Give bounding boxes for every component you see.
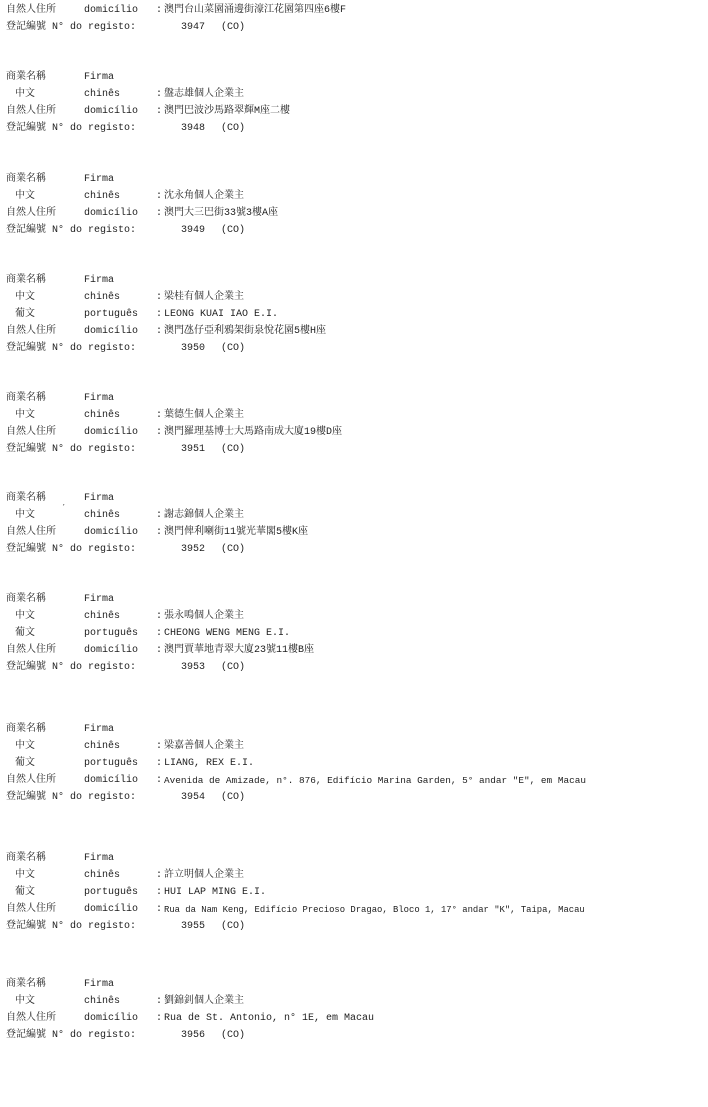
chines-row bbox=[6, 408, 244, 424]
domicilio-row bbox=[6, 104, 291, 120]
domicilio-label-zh: 自然人住所 bbox=[6, 1013, 56, 1024]
registo-number: 3949 bbox=[181, 225, 206, 236]
registo-label: 登記編號 N° do registo: bbox=[6, 921, 137, 932]
colon: : bbox=[156, 870, 163, 881]
chines-label-zh: 中文 bbox=[15, 741, 35, 752]
firma-header-row bbox=[6, 273, 115, 289]
firma-label-pt: Firma bbox=[84, 174, 115, 185]
chines-value: 謝志錦個人企業主 bbox=[164, 510, 244, 521]
registo-row bbox=[6, 121, 246, 137]
domicilio-label-pt: domicílio bbox=[84, 427, 139, 438]
firma-label-pt: Firma bbox=[84, 393, 115, 404]
chines-label-pt: chinês bbox=[84, 996, 121, 1007]
firma-label-zh: 商業名稱 bbox=[6, 853, 46, 864]
firma-label-pt: Firma bbox=[84, 72, 115, 83]
colon: : bbox=[156, 758, 163, 769]
portugues-label-zh: 葡文 bbox=[15, 309, 35, 320]
domicilio-row bbox=[6, 425, 343, 441]
colon: : bbox=[156, 996, 163, 1007]
stray-mark: ˊ bbox=[61, 504, 67, 514]
domicilio-value: Avenida de Amizade, n°. 876, Edifício Marina Garden, 5° andar "E", em Macau bbox=[164, 775, 586, 786]
domicilio-label-pt: domicílio bbox=[84, 326, 139, 337]
registo-label: 登記編號 N° do registo: bbox=[6, 662, 137, 673]
chines-label-zh: 中文 bbox=[15, 89, 35, 100]
firma-header-row bbox=[6, 977, 115, 993]
colon: : bbox=[156, 887, 163, 898]
entry-3947-registo-row bbox=[6, 20, 246, 36]
domicilio-row bbox=[6, 206, 279, 222]
portugues-value: CHEONG WENG MENG E.I. bbox=[164, 628, 291, 639]
registo-co: (CO) bbox=[221, 343, 246, 354]
domicilio-label-pt: domicílio bbox=[84, 5, 139, 16]
registo-number: 3948 bbox=[181, 123, 206, 134]
portugues-label-zh: 葡文 bbox=[15, 758, 35, 769]
registo-co: (CO) bbox=[221, 544, 246, 555]
firma-label-pt: Firma bbox=[84, 275, 115, 286]
domicilio-label-zh: 自然人住所 bbox=[6, 5, 56, 16]
portugues-label-zh: 葡文 bbox=[15, 628, 35, 639]
firma-label-pt: Firma bbox=[84, 493, 115, 504]
domicilio-value: 澳門羅理基博士大馬路南成大廈19樓D座 bbox=[164, 427, 343, 438]
colon: : bbox=[156, 741, 163, 752]
registo-co: (CO) bbox=[221, 444, 246, 455]
firma-label-zh: 商業名稱 bbox=[6, 72, 46, 83]
registo-row bbox=[6, 919, 246, 935]
colon: : bbox=[156, 292, 163, 303]
chines-label-pt: chinês bbox=[84, 410, 121, 421]
firma-label-zh: 商業名稱 bbox=[6, 724, 46, 735]
registo-number: 3951 bbox=[181, 444, 206, 455]
portugues-row bbox=[6, 626, 291, 642]
domicilio-label-pt: domicílio bbox=[84, 527, 139, 538]
domicilio-label-pt: domicílio bbox=[84, 775, 139, 786]
domicilio-label-pt: domicílio bbox=[84, 904, 139, 915]
domicilio-label-pt: domicílio bbox=[84, 208, 139, 219]
firma-label-pt: Firma bbox=[84, 853, 115, 864]
chines-label-pt: chinês bbox=[84, 191, 121, 202]
domicilio-label-zh: 自然人住所 bbox=[6, 645, 56, 656]
registo-co: (CO) bbox=[221, 225, 246, 236]
chines-value: 梁嘉善個人企業主 bbox=[164, 741, 244, 752]
chines-value: 盤志雄個人企業主 bbox=[164, 89, 244, 100]
chines-label-pt: chinês bbox=[84, 292, 121, 303]
registo-row bbox=[6, 223, 246, 239]
domicilio-value: Rua da Nam Keng, Edifício Precioso Dragao, Bloco 1, 17° andar "K", Taipa, Macau bbox=[164, 905, 585, 915]
firma-label-zh: 商業名稱 bbox=[6, 393, 46, 404]
portugues-label-zh: 葡文 bbox=[15, 887, 35, 898]
colon: : bbox=[156, 645, 163, 656]
portugues-label-pt: português bbox=[84, 758, 139, 769]
chines-value: 沈永角個人企業主 bbox=[164, 191, 244, 202]
registo-number: 3954 bbox=[181, 792, 206, 803]
firma-header-row bbox=[6, 172, 115, 188]
firma-header-row bbox=[6, 70, 115, 86]
domicilio-label-zh: 自然人住所 bbox=[6, 427, 56, 438]
domicilio-label-zh: 自然人住所 bbox=[6, 904, 56, 915]
firma-header-row bbox=[6, 592, 115, 608]
registo-number: 3947 bbox=[181, 22, 206, 33]
domicilio-label-zh: 自然人住所 bbox=[6, 326, 56, 337]
portugues-value: LEONG KUAI IAO E.I. bbox=[164, 309, 279, 320]
chines-row bbox=[6, 87, 244, 103]
registo-number: 3952 bbox=[181, 544, 206, 555]
firma-label-zh: 商業名稱 bbox=[6, 979, 46, 990]
domicilio-value: 澳門大三巴街33號3樓A座 bbox=[164, 208, 279, 219]
chines-value: 許立明個人企業主 bbox=[164, 870, 244, 881]
chines-row bbox=[6, 290, 244, 306]
firma-label-pt: Firma bbox=[84, 724, 115, 735]
registo-label: 登記編號 N° do registo: bbox=[6, 1030, 137, 1041]
portugues-label-pt: português bbox=[84, 887, 139, 898]
firma-label-pt: Firma bbox=[84, 979, 115, 990]
chines-value: 葉德生個人企業主 bbox=[164, 410, 244, 421]
registo-label: 登記編號 N° do registo: bbox=[6, 444, 137, 455]
registo-number: 3953 bbox=[181, 662, 206, 673]
firma-label-zh: 商業名稱 bbox=[6, 174, 46, 185]
registo-label: 登記編號 N° do registo: bbox=[6, 544, 137, 555]
portugues-label-pt: português bbox=[84, 309, 139, 320]
domicilio-value: 澳門賈華地青翠大廈23號11樓B座 bbox=[164, 645, 315, 656]
firma-header-row bbox=[6, 851, 115, 867]
portugues-row bbox=[6, 756, 255, 772]
domicilio-row bbox=[6, 902, 585, 918]
domicilio-value: 澳門台山菜園涌邊街濠江花園第四座6樓F bbox=[164, 5, 347, 16]
registo-label: 登記編號 N° do registo: bbox=[6, 123, 137, 134]
chines-row bbox=[6, 739, 244, 755]
domicilio-row bbox=[6, 525, 309, 541]
chines-row bbox=[6, 994, 244, 1010]
registo-co: (CO) bbox=[221, 792, 246, 803]
domicilio-label-zh: 自然人住所 bbox=[6, 527, 56, 538]
domicilio-row bbox=[6, 324, 327, 340]
chines-label-pt: chinês bbox=[84, 870, 121, 881]
portugues-label-pt: português bbox=[84, 628, 139, 639]
chines-label-pt: chinês bbox=[84, 741, 121, 752]
registo-label: 登記編號 N° do registo: bbox=[6, 22, 137, 33]
registo-co: (CO) bbox=[221, 662, 246, 673]
registo-co: (CO) bbox=[221, 1030, 246, 1041]
domicilio-label-pt: domicílio bbox=[84, 106, 139, 117]
chines-value: 張永鳴個人企業主 bbox=[164, 611, 244, 622]
colon: : bbox=[156, 410, 163, 421]
colon: : bbox=[156, 191, 163, 202]
chines-label-zh: 中文 bbox=[15, 510, 35, 521]
registo-label: 登記編號 N° do registo: bbox=[6, 343, 137, 354]
firma-header-row bbox=[6, 491, 115, 507]
chines-label-pt: chinês bbox=[84, 89, 121, 100]
colon: : bbox=[156, 611, 163, 622]
registo-co: (CO) bbox=[221, 22, 246, 33]
registo-co: (CO) bbox=[221, 921, 246, 932]
firma-label-zh: 商業名稱 bbox=[6, 594, 46, 605]
domicilio-value: 澳門俾利喇街11號光華閣5樓K座 bbox=[164, 527, 309, 538]
colon: : bbox=[156, 1013, 163, 1024]
colon: : bbox=[156, 527, 163, 538]
colon: : bbox=[156, 5, 163, 16]
chines-row bbox=[6, 868, 244, 884]
entry-3947-domicilio-row bbox=[6, 3, 347, 19]
chines-label-zh: 中文 bbox=[15, 996, 35, 1007]
chines-label-zh: 中文 bbox=[15, 191, 35, 202]
domicilio-row bbox=[6, 773, 586, 789]
chines-label-zh: 中文 bbox=[15, 870, 35, 881]
registo-label: 登記編號 N° do registo: bbox=[6, 225, 137, 236]
registo-co: (CO) bbox=[221, 123, 246, 134]
domicilio-label-zh: 自然人住所 bbox=[6, 208, 56, 219]
chines-row bbox=[6, 609, 244, 625]
registo-number: 3950 bbox=[181, 343, 206, 354]
domicilio-value: 澳門巴波沙馬路翠輝M座二樓 bbox=[164, 106, 291, 117]
chines-value: 劉錦釗個人企業主 bbox=[164, 996, 244, 1007]
registo-row bbox=[6, 442, 246, 458]
domicilio-label-zh: 自然人住所 bbox=[6, 106, 56, 117]
chines-label-zh: 中文 bbox=[15, 410, 35, 421]
colon: : bbox=[156, 89, 163, 100]
portugues-value: LIANG, REX E.I. bbox=[164, 758, 255, 769]
registo-row bbox=[6, 341, 246, 357]
colon: : bbox=[156, 208, 163, 219]
chines-label-pt: chinês bbox=[84, 611, 121, 622]
colon: : bbox=[156, 775, 163, 786]
firma-header-row bbox=[6, 722, 115, 738]
domicilio-row bbox=[6, 1011, 375, 1027]
registo-row bbox=[6, 790, 246, 806]
portugues-row bbox=[6, 885, 267, 901]
registo-label: 登記編號 N° do registo: bbox=[6, 792, 137, 803]
chines-label-pt: chinês bbox=[84, 510, 121, 521]
portugues-value: HUI LAP MING E.I. bbox=[164, 887, 267, 898]
colon: : bbox=[156, 628, 163, 639]
colon: : bbox=[156, 904, 163, 915]
colon: : bbox=[156, 510, 163, 521]
registo-row bbox=[6, 542, 246, 558]
registo-row bbox=[6, 660, 246, 676]
domicilio-value: Rua de St. Antonio, n° 1E, em Macau bbox=[164, 1013, 375, 1024]
domicilio-label-pt: domicílio bbox=[84, 1013, 139, 1024]
domicilio-label-zh: 自然人住所 bbox=[6, 775, 56, 786]
domicilio-row bbox=[6, 643, 315, 659]
chines-value: 梁桂有個人企業主 bbox=[164, 292, 244, 303]
chines-label-zh: 中文 bbox=[15, 292, 35, 303]
chines-label-zh: 中文 bbox=[15, 611, 35, 622]
chines-row bbox=[6, 504, 244, 524]
colon: : bbox=[156, 309, 163, 320]
colon: : bbox=[156, 326, 163, 337]
registo-row bbox=[6, 1028, 246, 1044]
firma-label-zh: 商業名稱 bbox=[6, 275, 46, 286]
chines-row bbox=[6, 189, 244, 205]
firma-label-zh: 商業名稱 bbox=[6, 493, 46, 504]
registo-number: 3956 bbox=[181, 1030, 206, 1041]
firma-header-row bbox=[6, 391, 115, 407]
colon: : bbox=[156, 106, 163, 117]
registo-number: 3955 bbox=[181, 921, 206, 932]
colon: : bbox=[156, 427, 163, 438]
portugues-row bbox=[6, 307, 279, 323]
domicilio-label-pt: domicílio bbox=[84, 645, 139, 656]
domicilio-value: 澳門氹仔亞利鴉架街泉悅花園5樓H座 bbox=[164, 326, 327, 337]
firma-label-pt: Firma bbox=[84, 594, 115, 605]
